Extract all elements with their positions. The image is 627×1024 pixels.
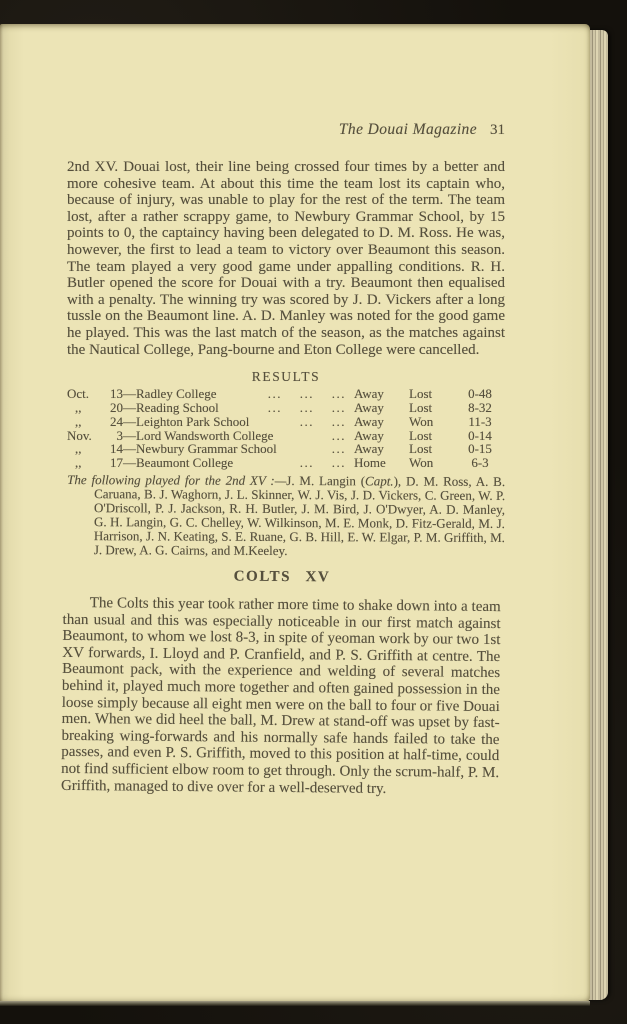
colts-section (61, 567, 501, 798)
colts-paragraph: The Colts this year took rather more time to shake down into a team than usual and this was especially noticeable in our first match against Beaumont, to whom we lost 8-3, in spite of yeoman work by our two 1st XV forwards, I. Lloyd and P. Cranfield, and P. S. Griffith at centre. The Beaumont pack, with the experience and welding of several matches behind it, played much more together and often gained possession in the loose simply because all eight men were on the ball to four or five Douai men. When we did heel the ball, M. Drew at stand-off was upset by fast-breaking wing-forwards and his normally safe hands failed to take the passes, and even P. S. Griffith, moved to this position at half-time, could not find sufficient elbow room to get through. Only the scrum-half, P. M. Griffith, managed to dive over for a well-deserved try. (60, 595, 501, 797)
match-opponent (123, 456, 354, 470)
match-venue: Away (354, 441, 384, 457)
colts-heading: COLTS XV (233, 568, 331, 586)
match-month: Oct. (67, 386, 90, 402)
players-note-lead: The following played for the 2nd XV :— (67, 471, 287, 488)
result-row (67, 429, 505, 443)
match-opponent (123, 387, 354, 401)
opponent-name: —Lord Wandsworth College (123, 427, 274, 443)
match-month: ,, (75, 441, 82, 457)
match-result: Won (409, 413, 434, 429)
second-xv-paragraph: 2nd XV. Douai lost, their line being crossed four times by a better and more cohesive team. At about this time the team lost its captain who, because of injury, was unable to play for the rest of the term. The team lost, after a rather scrappy game, to Newbury Grammar School, by 15 points to 0, the captaincy having been delegated to D. M. Ross. He was, however, the first to lead a team to victory over Beaumont this season. The team played a very good game under appalling conditions. R. H. Butler opened the score for Douai with a try. Beaumont then equalised with a penalty. The winning try was scored by J. D. Vickers after a long tussle on the Beaumont line. A. D. Manley was noted for the good game he played. This was the last match of the season, as the matches against the Nautical College, Pang-bourne and Eton College were cancelled. (67, 159, 505, 358)
match-opponent (123, 429, 354, 443)
page-content (60, 121, 506, 797)
result-row (67, 401, 505, 415)
match-opponent (123, 401, 354, 415)
match-venue: Away (354, 413, 384, 429)
match-day: 14 (110, 441, 123, 457)
opponent-name: —Radley College (123, 386, 217, 402)
leader-dots: ... ... (299, 455, 346, 471)
match-score: 0-48 (468, 386, 492, 402)
opponent-name: —Reading School (123, 399, 219, 415)
match-venue: Away (354, 399, 384, 415)
result-row (67, 442, 505, 456)
leader-dots: ... ... ... (267, 399, 346, 415)
players-names-rest: ), D. M. Ross, A. B. Caruana, B. J. Waghorn, J. L. Skinner, W. J. Vis, J. D. Vickers, C. Green, W. P. O'Driscoll, P. J. Jackson, R. H. Butler, J. M. Bird, J. O'Dwyer, A. D. Manley, G. H. Langin, G. C. Chelley, W. Wilkinson, M. E. Monk, D. Fitz-Gerald, M. J. Harrison, J. N. Keating, S. E. Ruane, G. B. Hill, E. W. Elgar, P. M. Griffith, M. J. Drew, A. G. Cairns, and M.Keeley. (93, 473, 506, 558)
match-venue: Away (354, 386, 384, 402)
match-score: 0-14 (468, 427, 492, 443)
magazine-title: The Douai Magazine (338, 121, 477, 138)
captain-label: Capt. (365, 473, 394, 489)
match-result: Lost (409, 399, 433, 415)
match-month: Nov. (67, 427, 92, 443)
match-result: Lost (409, 441, 433, 457)
match-result: Lost (409, 386, 433, 402)
match-day: 17 (110, 455, 123, 471)
opponent-name: —Beaumont College (123, 455, 234, 471)
results-heading: RESULTS (251, 369, 321, 385)
match-month: ,, (75, 413, 82, 429)
match-score: 11-3 (468, 413, 492, 429)
players-note (67, 473, 505, 558)
match-result: Won (409, 455, 434, 471)
match-month: ,, (75, 455, 82, 471)
opponent-name: —Leighton Park School (123, 413, 250, 429)
result-row (67, 387, 505, 401)
match-score: 6-3 (471, 455, 489, 471)
match-score: 8-32 (468, 399, 492, 415)
page-number: 31 (490, 122, 505, 138)
match-result: Lost (409, 427, 433, 443)
leader-dots: ... (331, 441, 346, 457)
leader-dots: ... ... (299, 413, 346, 429)
match-opponent (123, 415, 354, 429)
match-day: 24 (110, 413, 123, 429)
match-venue: Away (354, 427, 384, 443)
opponent-name: —Newbury Grammar School (123, 441, 277, 457)
result-row (67, 415, 505, 429)
results-table (67, 387, 505, 470)
result-row (67, 456, 505, 470)
players-names: J. M. Langin ( (286, 472, 366, 489)
page-bottom-edge (0, 1001, 590, 1006)
running-header (67, 121, 505, 139)
magazine-page (0, 24, 590, 1003)
match-day: 13 (110, 386, 123, 402)
leader-dots: ... (331, 427, 346, 443)
match-day: 3 (116, 427, 123, 443)
match-opponent (123, 442, 354, 456)
match-day: 20 (110, 399, 123, 415)
match-month: ,, (75, 399, 82, 415)
match-venue: Home (354, 455, 386, 471)
match-score: 0-15 (468, 441, 492, 457)
leader-dots: ... ... ... (267, 386, 346, 402)
